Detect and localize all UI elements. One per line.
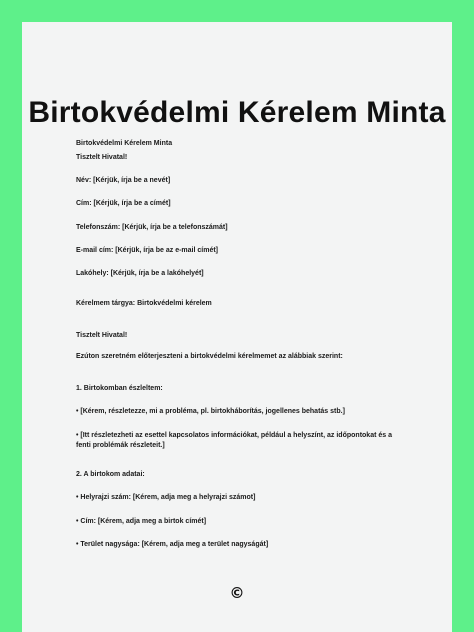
section2-bullet1: • Helyrajzi szám: [Kérem, adja meg a helyrajzi számot] xyxy=(76,494,256,501)
copyright-icon: © xyxy=(229,584,245,602)
section1-bullet2: • [Itt részletezheti az esettel kapcsolatos információkat, például a helyszínt, az időpontokat és a fenti problémák részleteit.] xyxy=(76,432,392,449)
section1-heading: 1. Birtokomban észleltem: xyxy=(76,385,163,392)
greeting: Tisztelt Hivatal! xyxy=(76,154,128,161)
field-residence: Lakóhely: [Kérjük, írja be a lakóhelyét] xyxy=(76,270,204,277)
document-page xyxy=(22,22,452,632)
field-name: Név: [Kérjük, írja be a nevét] xyxy=(76,177,171,184)
document-title: Birtokvédelmi Kérelem Minta xyxy=(28,96,446,129)
section2-bullet3: • Terület nagysága: [Kérem, adja meg a terület nagyságát] xyxy=(76,541,269,548)
field-phone: Telefonszám: [Kérjük, írja be a telefonszámát] xyxy=(76,224,228,231)
section1-bullet1: • [Kérem, részletezze, mi a probléma, pl. birtokháborítás, jogellenes behatás stb.] xyxy=(76,408,345,415)
greeting-second: Tisztelt Hivatal! xyxy=(76,332,128,339)
field-email: E-mail cím: [Kérjük, írja be az e-mail címét] xyxy=(76,247,218,254)
section2-bullet2: • Cím: [Kérem, adja meg a birtok címét] xyxy=(76,518,207,525)
subject-line: Kérelmem tárgya: Birtokvédelmi kérelem xyxy=(76,300,212,307)
field-address: Cím: [Kérjük, írja be a címét] xyxy=(76,200,171,207)
document-subtitle: Birtokvédelmi Kérelem Minta xyxy=(76,140,173,147)
section2-heading: 2. A birtokom adatai: xyxy=(76,471,145,478)
intro-paragraph: Ezúton szeretném előterjeszteni a birtokvédelmi kérelmemet az alábbiak szerint: xyxy=(76,353,343,360)
